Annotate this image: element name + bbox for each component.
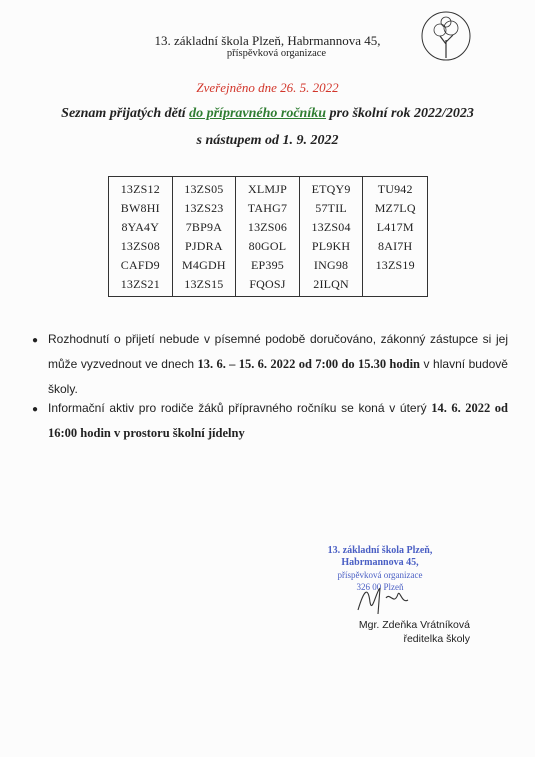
meeting-text-a: Informační aktiv pro rodiče žáků přípravného ročníku se koná v úterý bbox=[48, 401, 432, 415]
code-cell: CAFD9 bbox=[120, 258, 160, 272]
code-column bbox=[300, 177, 364, 296]
code-cell: 13ZS21 bbox=[120, 277, 160, 291]
page-subtitle: s nástupem od 1. 9. 2022 bbox=[196, 133, 339, 148]
code-cell: 80GOL bbox=[248, 239, 287, 253]
stamp-line-3: příspěvková organizace bbox=[337, 570, 423, 580]
school-name: 13. základní škola Plzeň, Habrmannova 45, bbox=[154, 33, 381, 48]
school-logo-icon bbox=[420, 8, 472, 68]
pickup-text-a: Rozhodnutí o přijetí nebude v písemné podobě doručováno, zákonný zástupce si jej může vyzvednout ve dnech bbox=[48, 332, 508, 371]
code-column bbox=[173, 177, 237, 296]
code-cell: 8AI7H bbox=[378, 239, 413, 253]
code-cell: FQOSJ bbox=[249, 277, 286, 291]
code-column bbox=[363, 177, 427, 296]
code-cell: TU942 bbox=[377, 182, 413, 196]
code-cell: 8YA4Y bbox=[121, 220, 160, 234]
signer-block bbox=[310, 618, 470, 646]
code-cell: ETQY9 bbox=[311, 182, 351, 196]
code-cell: 2ILQN bbox=[313, 277, 349, 291]
code-column bbox=[236, 177, 300, 296]
codes-table bbox=[108, 176, 428, 297]
published-date: Zveřejněno dne 26. 5. 2022 bbox=[196, 80, 339, 95]
pickup-dates: 13. 6. – 15. 6. 2022 od 7:00 do 15.30 hodin bbox=[197, 357, 420, 371]
title-underlined: do přípravného ročníku bbox=[189, 106, 327, 121]
code-cell: PL9KH bbox=[311, 239, 351, 253]
code-cell: 13ZS12 bbox=[120, 182, 160, 196]
code-cell: XLMJP bbox=[247, 182, 287, 196]
code-cell: 13ZS05 bbox=[184, 182, 224, 196]
code-cell: EP395 bbox=[250, 258, 284, 272]
title-part2: pro školní rok 2022/2023 bbox=[326, 106, 474, 121]
code-cell: MZ7LQ bbox=[374, 201, 416, 215]
code-cell: 13ZS19 bbox=[375, 258, 415, 272]
code-cell: ING98 bbox=[313, 258, 349, 272]
stamp-line-4: 326 00 Plzeň bbox=[356, 582, 404, 592]
code-cell: 13ZS15 bbox=[184, 277, 224, 291]
page-title bbox=[0, 106, 535, 122]
code-cell: PJDRA bbox=[185, 239, 223, 253]
bullet-icon: ● bbox=[32, 404, 39, 415]
code-cell: L417M bbox=[376, 220, 414, 234]
code-cell: 13ZS06 bbox=[247, 220, 288, 234]
code-cell: TAHG7 bbox=[247, 201, 288, 215]
bullet-icon: ● bbox=[32, 335, 39, 346]
code-cell: M4GDH bbox=[182, 258, 226, 272]
meeting-details: 14. 6. 2022 od 16:00 hodin v prostoru školní jídelny bbox=[48, 401, 508, 440]
pickup-text-b: v hlavní budově školy. bbox=[48, 357, 508, 396]
signature-icon bbox=[350, 580, 425, 620]
code-cell: 13ZS04 bbox=[311, 220, 351, 234]
code-cell: 13ZS23 bbox=[184, 201, 224, 215]
meeting-info bbox=[48, 396, 508, 446]
code-cell: 13ZS08 bbox=[120, 239, 160, 253]
stamp-line-2: Habrmannova 45, bbox=[341, 557, 419, 568]
pickup-info bbox=[48, 327, 508, 402]
title-part1: Seznam přijatých dětí bbox=[61, 106, 190, 121]
stamp-line-1: 13. základní škola Plzeň, bbox=[327, 545, 433, 556]
signer-name: Mgr. Zdeňka Vrátníková bbox=[358, 619, 470, 631]
org-type: příspěvková organizace bbox=[226, 48, 327, 59]
signer-role: ředitelka školy bbox=[403, 633, 470, 645]
code-cell: 7BP9A bbox=[185, 220, 223, 234]
code-cell: 57TIL bbox=[315, 201, 347, 215]
code-cell: BW8HI bbox=[120, 201, 160, 215]
code-column bbox=[109, 177, 173, 296]
